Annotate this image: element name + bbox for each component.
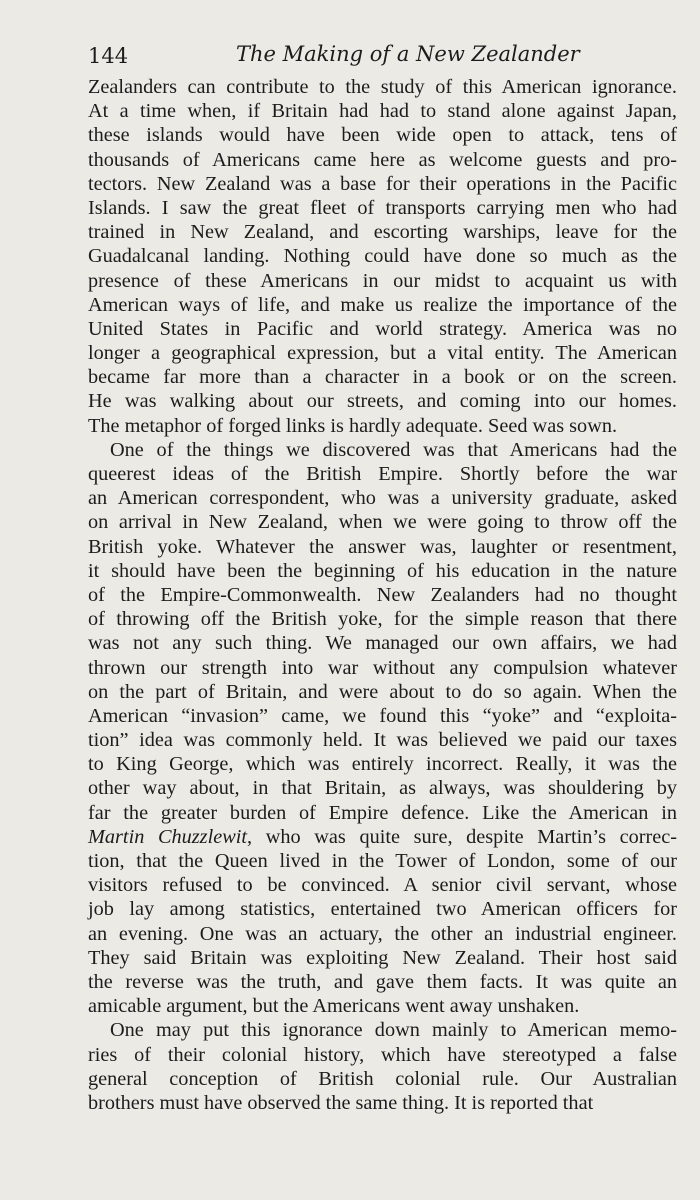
text-line: Martin Chuzzlewit, who was quite sure, despite Martin’s correc- [88,825,678,848]
text-line: tion” idea was commonly held. It was believed we paid our taxes [88,729,677,752]
text-line: was not any such thing. We managed our own affairs, we had [88,632,677,655]
book-title-italic: Martin Chuzzlewit [88,825,248,848]
paragraph [88,438,677,1019]
text-line: thrown our strength into war without any compulsion whatever [88,656,677,679]
text-line: to King George, which was entirely incorrect. Really, it was the [88,753,677,776]
text-line: British yoke. Whatever the answer was, laughter or resentment, [88,535,677,558]
body-text [88,75,677,1115]
text-line: far the greater burden of Empire defence. Like the American in [88,801,677,824]
text-line: an evening. One was an actuary, the other an industrial engineer. [88,922,677,945]
text-line: Islands. I saw the great fleet of transports carrying men who had [88,196,677,219]
text-line: of throwing off the British yoke, for the simple reason that there [88,608,677,631]
paragraph [88,75,677,438]
text-line: these islands would have been wide open to attack, tens of [88,124,677,147]
text-line: tectors. New Zealand was a base for their operations in the Pacific [88,172,677,195]
text-line: an American correspondent, who was a university graduate, asked [88,487,677,510]
text-line: United States in Pacific and world strategy. America was no [88,317,677,340]
text-line: tion, that the Queen lived in the Tower of London, some of our [88,850,677,872]
text-line: became far more than a character in a book or on the screen. [88,366,677,389]
text-line: brothers must have observed the same thing. It is reported that [88,1091,594,1114]
running-title: The Making of a New Zealander [236,42,580,66]
text-line: queerest ideas of the British Empire. Shortly before the war [88,463,677,485]
text-line: They said Britain was exploiting New Zealand. Their host said [88,946,677,969]
text-line: longer a geographical expression, but a vital entity. The American [88,342,677,365]
text-line: American ways of life, and make us realize the importance of the [88,293,677,316]
text-line: American “invasion” came, we found this “yoke” and “exploita- [88,704,677,727]
text-line: on arrival in New Zealand, when we were going to throw off the [88,511,677,534]
page-number: 144 [88,44,129,68]
text-line: visitors refused to be convinced. A senior civil servant, whose [88,874,677,897]
text-line: job lay among statistics, entertained two American officers for [88,898,677,921]
text-line: of the Empire-Commonwealth. New Zealanders had no thought [88,583,677,606]
text-line: amicable argument, but the Americans went away unshaken. [88,995,580,1018]
text-line: the reverse was the truth, and gave them facts. It was quite an [88,970,677,993]
text-line: At a time when, if Britain had had to stand alone against Japan, [88,100,677,123]
text-line: general conception of British colonial rule. Our Australian [88,1067,677,1090]
text-line: it should have been the beginning of his education in the nature [88,559,677,582]
text-line: The metaphor of forged links is hardly adequate. Seed was sown. [88,414,618,437]
text-line: presence of these Americans in our midst to acquaint us with [88,269,677,292]
text-line: ries of their colonial history, which have stereotyped a false [88,1043,677,1066]
text-line: other way about, in that Britain, as always, was shouldering by [88,777,677,800]
text-line: Guadalcanal landing. Nothing could have done so much as the [88,245,677,268]
text-line: on the part of Britain, and were about to do so again. When the [88,680,677,703]
text-line: One of the things we discovered was that Americans had the [110,438,677,461]
text-line: One may put this ignorance down mainly to American memo- [110,1019,677,1042]
running-header [88,40,677,74]
text-line: Zealanders can contribute to the study of this American ignorance. [88,76,677,98]
text-line: He was walking about our streets, and coming into our homes. [88,390,677,413]
paragraph [88,1018,677,1115]
text-line: trained in New Zealand, and escorting warships, leave for the [88,221,677,244]
text-line: thousands of Americans came here as welcome guests and pro- [88,148,677,171]
